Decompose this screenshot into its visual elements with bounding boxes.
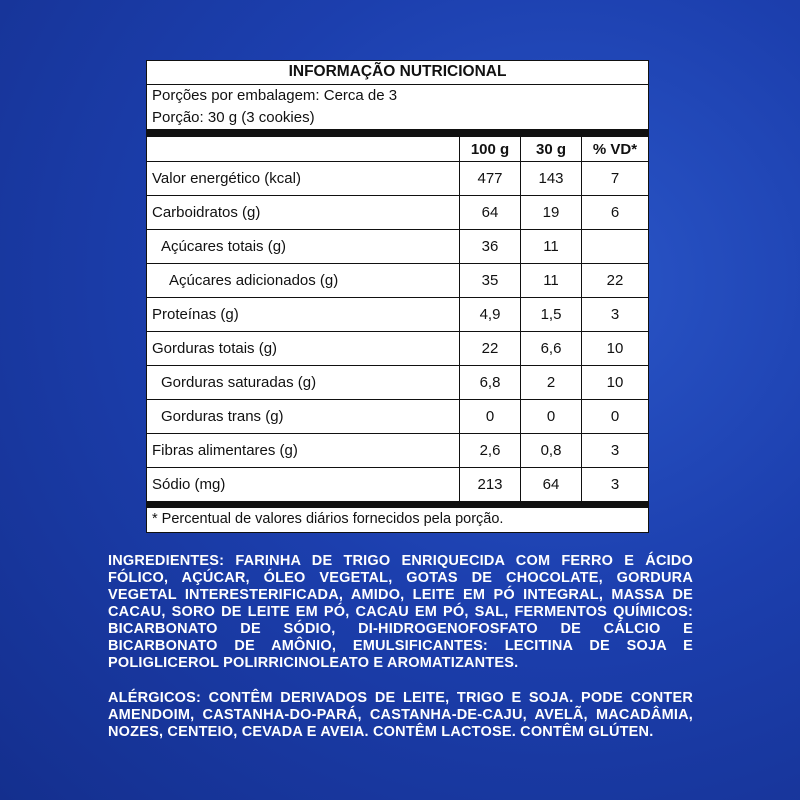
table-row [147, 264, 648, 298]
value-100g: 477 [460, 162, 521, 196]
value-vd: 3 [582, 298, 649, 332]
table-row [147, 196, 648, 230]
table-row [147, 366, 648, 400]
value-100g: 6,8 [460, 366, 521, 400]
value-30g: 6,6 [521, 332, 582, 366]
value-vd: 3 [582, 468, 649, 502]
value-vd: 6 [582, 196, 649, 230]
nutrition-table [147, 136, 648, 502]
header-100g: 100 g [460, 137, 521, 162]
value-30g: 11 [521, 264, 582, 298]
table-header-row [147, 137, 648, 162]
table-row [147, 298, 648, 332]
value-vd: 3 [582, 434, 649, 468]
nutrient-name: Gorduras saturadas (g) [147, 366, 460, 400]
value-30g: 2 [521, 366, 582, 400]
label-footnote: * Percentual de valores diários fornecidos pela porção. [147, 502, 648, 532]
value-100g: 35 [460, 264, 521, 298]
serving-size: Porção: 30 g (3 cookies) [147, 107, 648, 136]
value-vd: 7 [582, 162, 649, 196]
ingredients-list: INGREDIENTES: FARINHA DE TRIGO ENRIQUECIDA COM FERRO E ÁCIDO FÓLICO, AÇÚCAR, ÓLEO VEGETAL, GOTAS DE CHOCOLATE, GORDURA VEGETAL INTERESTERIFICADA, AMIDO, LEITE EM PÓ INTEGRAL, MASSA DE CACAU, SORO DE LEITE EM PÓ, CACAU EM PÓ, SAL, FERMENTOS QUÍMICOS: BICARBONATO DE SÓDIO, DI-HIDROGENOFOSFATO DE CÁLCIO E BICARBONATO DE AMÔNIO, EMULSIFICANTES: LECITINA DE SOJA E POLIGLICEROL POLIRRICINOLEATO E AROMATIZANTES. [108, 553, 693, 671]
value-100g: 22 [460, 332, 521, 366]
table-row [147, 230, 648, 264]
nutrient-name: Açúcares adicionados (g) [147, 264, 460, 298]
value-vd: 0 [582, 400, 649, 434]
nutrition-facts-label [146, 60, 649, 533]
table-row [147, 332, 648, 366]
table-row [147, 162, 648, 196]
value-100g: 36 [460, 230, 521, 264]
nutrient-name: Fibras alimentares (g) [147, 434, 460, 468]
value-30g: 143 [521, 162, 582, 196]
header-30g: 30 g [521, 137, 582, 162]
value-30g: 11 [521, 230, 582, 264]
nutrient-name: Valor energético (kcal) [147, 162, 460, 196]
nutrient-name: Gorduras totais (g) [147, 332, 460, 366]
value-100g: 0 [460, 400, 521, 434]
value-30g: 0 [521, 400, 582, 434]
value-30g: 1,5 [521, 298, 582, 332]
allergens-warning: ALÉRGICOS: CONTÊM DERIVADOS DE LEITE, TRIGO E SOJA. PODE CONTER AMENDOIM, CASTANHA-DO-PARÁ, CASTANHA-DE-CAJU, AVELÃ, MACADÂMIA, NOZES, CENTEIO, CEVADA E AVEIA. CONTÊM LACTOSE. CONTÊM GLÚTEN. [108, 690, 693, 740]
value-100g: 64 [460, 196, 521, 230]
value-vd: 22 [582, 264, 649, 298]
nutrient-name: Carboidratos (g) [147, 196, 460, 230]
servings-per-package: Porções por embalagem: Cerca de 3 [152, 87, 398, 104]
value-30g: 64 [521, 468, 582, 502]
value-100g: 4,9 [460, 298, 521, 332]
nutrient-name: Gorduras trans (g) [147, 400, 460, 434]
value-vd [582, 230, 649, 264]
table-row [147, 400, 648, 434]
value-vd: 10 [582, 366, 649, 400]
nutrient-name: Proteínas (g) [147, 298, 460, 332]
label-title: INFORMAÇÃO NUTRICIONAL [147, 61, 648, 85]
table-row [147, 468, 648, 502]
value-100g: 213 [460, 468, 521, 502]
value-30g: 0,8 [521, 434, 582, 468]
header-blank [147, 137, 460, 162]
value-30g: 19 [521, 196, 582, 230]
value-vd: 10 [582, 332, 649, 366]
table-row [147, 434, 648, 468]
nutrient-name: Sódio (mg) [147, 468, 460, 502]
header-vd: % VD* [582, 137, 649, 162]
value-100g: 2,6 [460, 434, 521, 468]
nutrient-name: Açúcares totais (g) [147, 230, 460, 264]
